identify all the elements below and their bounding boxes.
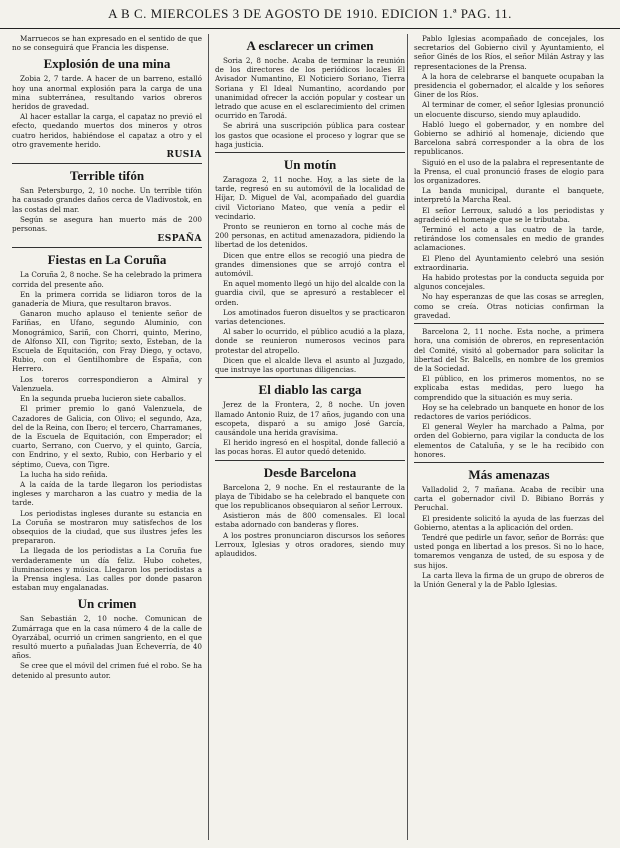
paragraph: En la primera corrida se lidiaron toros de la ganadería de Miura, que resultaron bravos. bbox=[12, 289, 202, 309]
paragraph: Hoy se ha celebrado un banquete en honor de los redactores de varios periódicos. bbox=[414, 402, 604, 421]
paragraph: Dicen que entre ellos se recogió una piedra de grandes dimensiones que se arrojó contra el automóvil. bbox=[215, 250, 405, 279]
headline-amenazas: Más amenazas bbox=[468, 466, 550, 482]
paragraph: Barcelona 2, 9 noche. En el restaurante de la playa de Tibidabo se ha celebrado el banquete con que los republicanos obsequiaron al señor Lerroux. bbox=[215, 482, 405, 510]
paragraph: Al saber lo ocurrido, el público acudió a la plaza, donde se reunieron numerosos vecinos para protestar del atropello. bbox=[215, 327, 405, 355]
paragraph: Al terminar de comer, el señor Iglesias pronunció un elocuente discurso, siendo muy aplaudido. bbox=[414, 100, 604, 119]
paragraph: Asistieron más de 800 comensales. El local estaba adornado con banderas y flores. bbox=[215, 511, 405, 530]
paragraph: Zobia 2, 7 tarde. A hacer de un barreno, estalló hoy una anormal explosión para la carga de una mina subterránea, resultando varios obreros heridos de gravedad. bbox=[12, 74, 202, 112]
divider bbox=[12, 247, 202, 248]
paragraph: Zaragoza 2, 11 noche. Hoy, a las siete de la tarde, regresó en su automóvil de la localidad de Híjar, D. Miguel de Val, acompañado del guardia civil Victoriano Mateo, que venía a pedir el vecindario. bbox=[215, 175, 405, 221]
paragraph: La banda municipal, durante el banquete, interpretó la Marcha Real. bbox=[414, 186, 604, 205]
paragraph: La llegada de los periodistas a La Coruña fue verdaderamente un día feliz. Hubo cohetes, iluminaciones y música. Llegaron los periodistas a la Prensa inglesa. Las calles por donde pasaron estaban muy engalanadas. bbox=[12, 546, 202, 593]
column-2 bbox=[215, 34, 405, 840]
paragraph: La Coruña 2, 8 noche. Se ha celebrado la primera corrida del presente año. bbox=[12, 270, 202, 289]
divider bbox=[414, 323, 604, 324]
paragraph: El Pleno del Ayuntamiento celebró una sesión extraordinaria. bbox=[414, 253, 604, 272]
paragraph: Marruecos se han expresado en el sentido de que no se conseguirá que Francia les dispense. bbox=[12, 34, 202, 53]
paragraph: A la caída de la tarde llegaron los periodistas ingleses y marcharon a las cuatro y media de la tarde. bbox=[12, 479, 202, 508]
paragraph: Habló luego el gobernador, y en nombre del Gobierno se adhirió al homenaje, diciendo que Barcelona sabrá corresponder a la obra de los republicanos. bbox=[414, 119, 604, 157]
paragraph: La lucha ha sido reñida. bbox=[20, 469, 108, 479]
paragraph: Soria 2, 8 noche. Acaba de terminar la reunión de los directores de los periódicos locales El Avisador Numantino, El Noticiero Soriano, Tierra Soriana y El Ideal Numantino, acordando por unanimidad ofrecer la acción popular y costear un letrado que acuse en el esclarecimiento del crimen ocurrido en Tarodá. bbox=[215, 56, 405, 121]
headline-barcelona: Desde Barcelona bbox=[263, 464, 357, 480]
paragraph: Ganaron mucho aplauso el teniente señor de Fariñas, en Ufano, segundo Aluminio, con Monográmico, Sariñ, con Chorri, quinto, Merino, de Alfonso XII, con Tigrito; sexto, Esteban, de la Escuela de Equitación, con Fray Diego, y octavo, Rubio, con el Gentilhombre de España, con Herrero. bbox=[12, 309, 202, 374]
headline-diablo: El diablo las carga bbox=[258, 382, 362, 398]
paragraph: En aquel momento llegó un hijo del alcalde con la guardia civil, que se apresuró a restablecer el orden. bbox=[215, 279, 405, 307]
column-rule bbox=[208, 34, 209, 840]
paragraph: Siguió en el uso de la palabra el representante de la Prensa, el cual pronunció frases de elogio para los organizadores. bbox=[414, 157, 604, 186]
column-1 bbox=[12, 34, 202, 840]
paragraph: Según se asegura han muerto más de 200 personas. bbox=[12, 214, 202, 234]
divider bbox=[414, 462, 604, 463]
paragraph: El herido ingresó en el hospital, donde falleció a las pocas horas. El autor quedó detenido. bbox=[215, 438, 405, 457]
paragraph: Valladolid 2, 7 mañana. Acaba de recibir una carta el gobernador civil D. Bibiano Borrás y Peruchal. bbox=[414, 484, 604, 513]
paragraph: La carta lleva la firma de un grupo de obreros de la Unión General y la de Pablo Iglesias. bbox=[414, 570, 604, 589]
headline-esclarecer: A esclarecer un crimen bbox=[246, 38, 374, 53]
paragraph: A los postres pronunciaron discursos los señores Lerroux, Iglesias y otros oradores, siendo muy aplaudidos. bbox=[215, 530, 405, 558]
paragraph: San Sebastián 2, 10 noche. Comunican de Zumárraga que en la casa número 4 de la calle de Oyarzábal, ocurrió un crimen sangriento, en el que resultó muerto a puñaladas Juan Echeverría, de 40 años. bbox=[12, 614, 202, 661]
paragraph: Al hacer estallar la carga, el capataz no previó el efecto, quedando muertos dos mineros y otros cuatro heridos, habiéndose el capataz a otro y el otro gravemente herido. bbox=[12, 112, 202, 149]
paragraph: El público, en los primeros momentos, no se explicaba estas medidas, pero luego ha comprendido que la situación es muy seria. bbox=[414, 374, 604, 402]
country-label: ESPAÑA bbox=[157, 234, 202, 245]
paragraph: El primer premio lo ganó Valenzuela, de Cazadores de Galicia, con Olivo; el segundo, Aza, del de la Reina, con Ibero; el tercero, Charramanes, de la Escuela de Equitación, con Emperador; el cuarto, Serrano, con Cuervo, y el quinto, García, con Endrino, y el sexto, Rubio, con Herbario y el séptimo, Cueva, con Tigre. bbox=[12, 404, 202, 469]
paragraph: Dicen que el alcalde lleva el asunto al Juzgado, que instruye las oportunas diligencias. bbox=[215, 355, 405, 375]
paragraph: Pablo Iglesias acompañado de concejales, los secretarios del Gobierno civil y Ayuntamiento, el señor Ginés de los Ríos, el señor Milán Astray y las representaciones de la Prensa. bbox=[414, 34, 604, 71]
headline-fiestas: Fiestas en La Coruña bbox=[47, 252, 167, 268]
paragraph: Terminó el acto a las cuatro de la tarde, retirándose los comensales en medio de grandes aclamaciones. bbox=[414, 225, 604, 253]
divider bbox=[215, 460, 405, 461]
paragraph: En la segunda prueba lucieron siete caballos. bbox=[20, 394, 187, 404]
divider bbox=[215, 152, 405, 153]
paragraph: El general Weyler ha marchado a Palma, por orden del Gobierno, para vigilar la conducta de los elementos de Cataluña, y se le ha recibido con honores. bbox=[414, 422, 604, 459]
paragraph: San Petersburgo, 2, 10 noche. Un terrible tifón ha causado grandes daños cerca de Vladivostok, en las costas del mar. bbox=[12, 186, 202, 214]
paragraph: Barcelona 2, 11 noche. Esta noche, a primera hora, una comisión de obreros, en representación del Comité, visitó al gobernador para solicitar la libertad del Sr. Balcells, en nombre de los gremios de la Sociedad. bbox=[414, 327, 604, 373]
paragraph: Se cree que el móvil del crimen fué el robo. Se ha detenido al presunto autor. bbox=[12, 661, 202, 680]
paragraph: Tendré que pedirle un favor, señor de Borrás: que usted ponga en libertad a los presos. Si no lo hace, tomaremos venganza de usted, de su esposa y de sus hijos. bbox=[414, 532, 604, 570]
headline-crimen: Un crimen bbox=[77, 596, 137, 612]
column-rule bbox=[407, 34, 408, 840]
paragraph: Jerez de la Frontera, 2, 8 noche. Un joven llamado Antonio Ruiz, de 17 años, jugando con una escopeta, disparó a su amigo José García, causándole una herida gravísima. bbox=[215, 400, 405, 437]
paragraph: Los amotinados fueron disueltos y se practicaron varias detenciones. bbox=[215, 307, 405, 327]
paragraph: No hay esperanzas de que las cosas se arreglen, como se creía. Otras noticias confirman la gravedad. bbox=[414, 292, 604, 320]
paragraph: Ha habido protestas por la conducta seguida por algunos concejales. bbox=[414, 273, 604, 292]
headline-tifon: Terrible tifón bbox=[69, 168, 145, 184]
headline-explosion: Explosión de una mina bbox=[43, 56, 171, 72]
headline-motin: Un motín bbox=[283, 157, 337, 173]
country-label: RUSIA bbox=[166, 150, 202, 161]
paragraph: A la hora de celebrarse el banquete ocupaban la presidencia el gobernador, el alcalde y los señores Giner de los Ríos. bbox=[414, 71, 604, 100]
divider bbox=[12, 163, 202, 164]
paragraph: Se abrirá una suscripción pública para costear los gastos que ocasione el proceso y lograr que se haga justicia. bbox=[215, 121, 405, 149]
column-3 bbox=[414, 34, 604, 840]
page-header: A B C. MIERCOLES 3 DE AGOSTO DE 1910. EDICION 1.ª PAG. 11. bbox=[0, 0, 620, 29]
paragraph: Los toreros correspondieron a Almiral y Valenzuela. bbox=[12, 374, 202, 393]
paragraph: Los periodistas ingleses durante su estancia en La Coruña se mostraron muy satisfechos de los obsequios de la ciudad, que sus ilustres jefes les prepararon. bbox=[12, 508, 202, 546]
paragraph: El presidente solicitó la ayuda de las fuerzas del Gobierno, atentas a la aplicación del orden. bbox=[414, 513, 604, 532]
paragraph: El señor Lerroux, saludó a los periodistas y agradeció el homenaje que se le tributaba. bbox=[414, 205, 604, 224]
divider bbox=[215, 377, 405, 378]
paragraph: Pronto se reunieron en torno al coche más de 200 personas, en actitud amenazadora, pidiendo la libertad de los detenidos. bbox=[215, 222, 405, 250]
